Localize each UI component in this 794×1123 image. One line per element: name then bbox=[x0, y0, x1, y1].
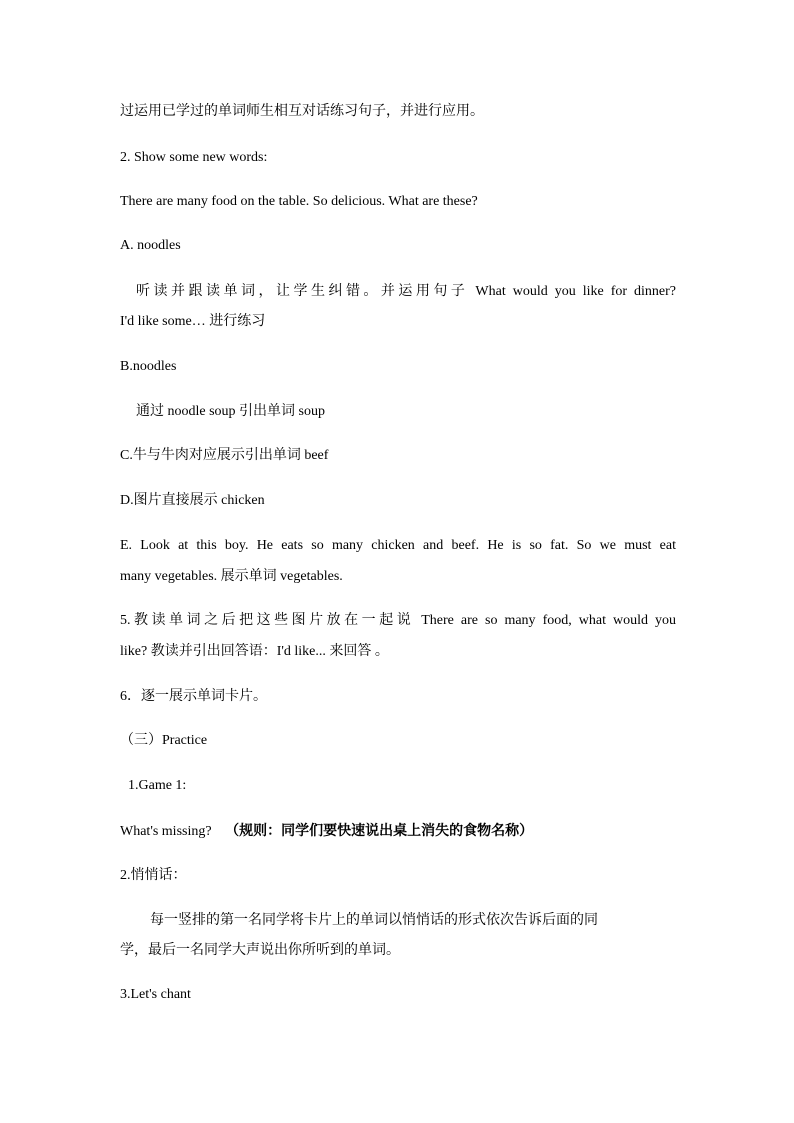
list-item: B.noodles bbox=[120, 359, 177, 374]
list-item: A. noodles bbox=[120, 238, 181, 253]
list-item: E. Look at this boy. He eats so many chicken and beef. He is so fat. So we must eat bbox=[120, 538, 676, 553]
list-item: C.牛与牛肉对应展示引出单词 beef bbox=[120, 448, 329, 463]
paragraph-line: 6．逐一展示单词卡片。 bbox=[120, 689, 267, 704]
paragraph-line bbox=[120, 822, 676, 841]
section-heading: 2. Show some new words: bbox=[120, 150, 268, 165]
paragraph-line: many vegetables. 展示单词 vegetables. bbox=[120, 569, 343, 584]
list-item: 1.Game 1: bbox=[128, 778, 187, 793]
paragraph-line: 听读并跟读单词，让学生纠错。并运用句子 What would you like for dinner? bbox=[136, 284, 676, 299]
list-item: D.图片直接展示 chicken bbox=[120, 493, 265, 508]
section-heading: （三）Practice bbox=[120, 733, 208, 748]
paragraph-line: like? 教读并引出回答语：I'd like... 来回答 。 bbox=[120, 644, 389, 659]
list-item: 3.Let's chant bbox=[120, 987, 191, 1002]
paragraph-line: 每一竖排的第一名同学将卡片上的单词以悄悄话的形式依次告诉后面的同 bbox=[150, 912, 598, 928]
paragraph-line: 通过 noodle soup 引出单词 soup bbox=[136, 404, 325, 419]
paragraph-line: There are many food on the table. So delicious. What are these? bbox=[120, 194, 478, 209]
paragraph-line: 学，最后一名同学大声说出你所听到的单词。 bbox=[120, 942, 400, 958]
game-title: What's missing? bbox=[120, 824, 212, 839]
paragraph-line: I'd like some… 进行练习 bbox=[120, 314, 266, 329]
paragraph-line: 5.教读单词之后把这些图片放在一起说 There are so many food, what would you bbox=[120, 613, 676, 628]
game-rule: （规则：同学们要快速说出桌上消失的食物名称） bbox=[225, 823, 534, 839]
paragraph-line: 过运用已学过的单词师生相互对话练习句子，并进行应用。 bbox=[120, 103, 484, 119]
list-item: 2.悄悄话： bbox=[120, 868, 187, 883]
